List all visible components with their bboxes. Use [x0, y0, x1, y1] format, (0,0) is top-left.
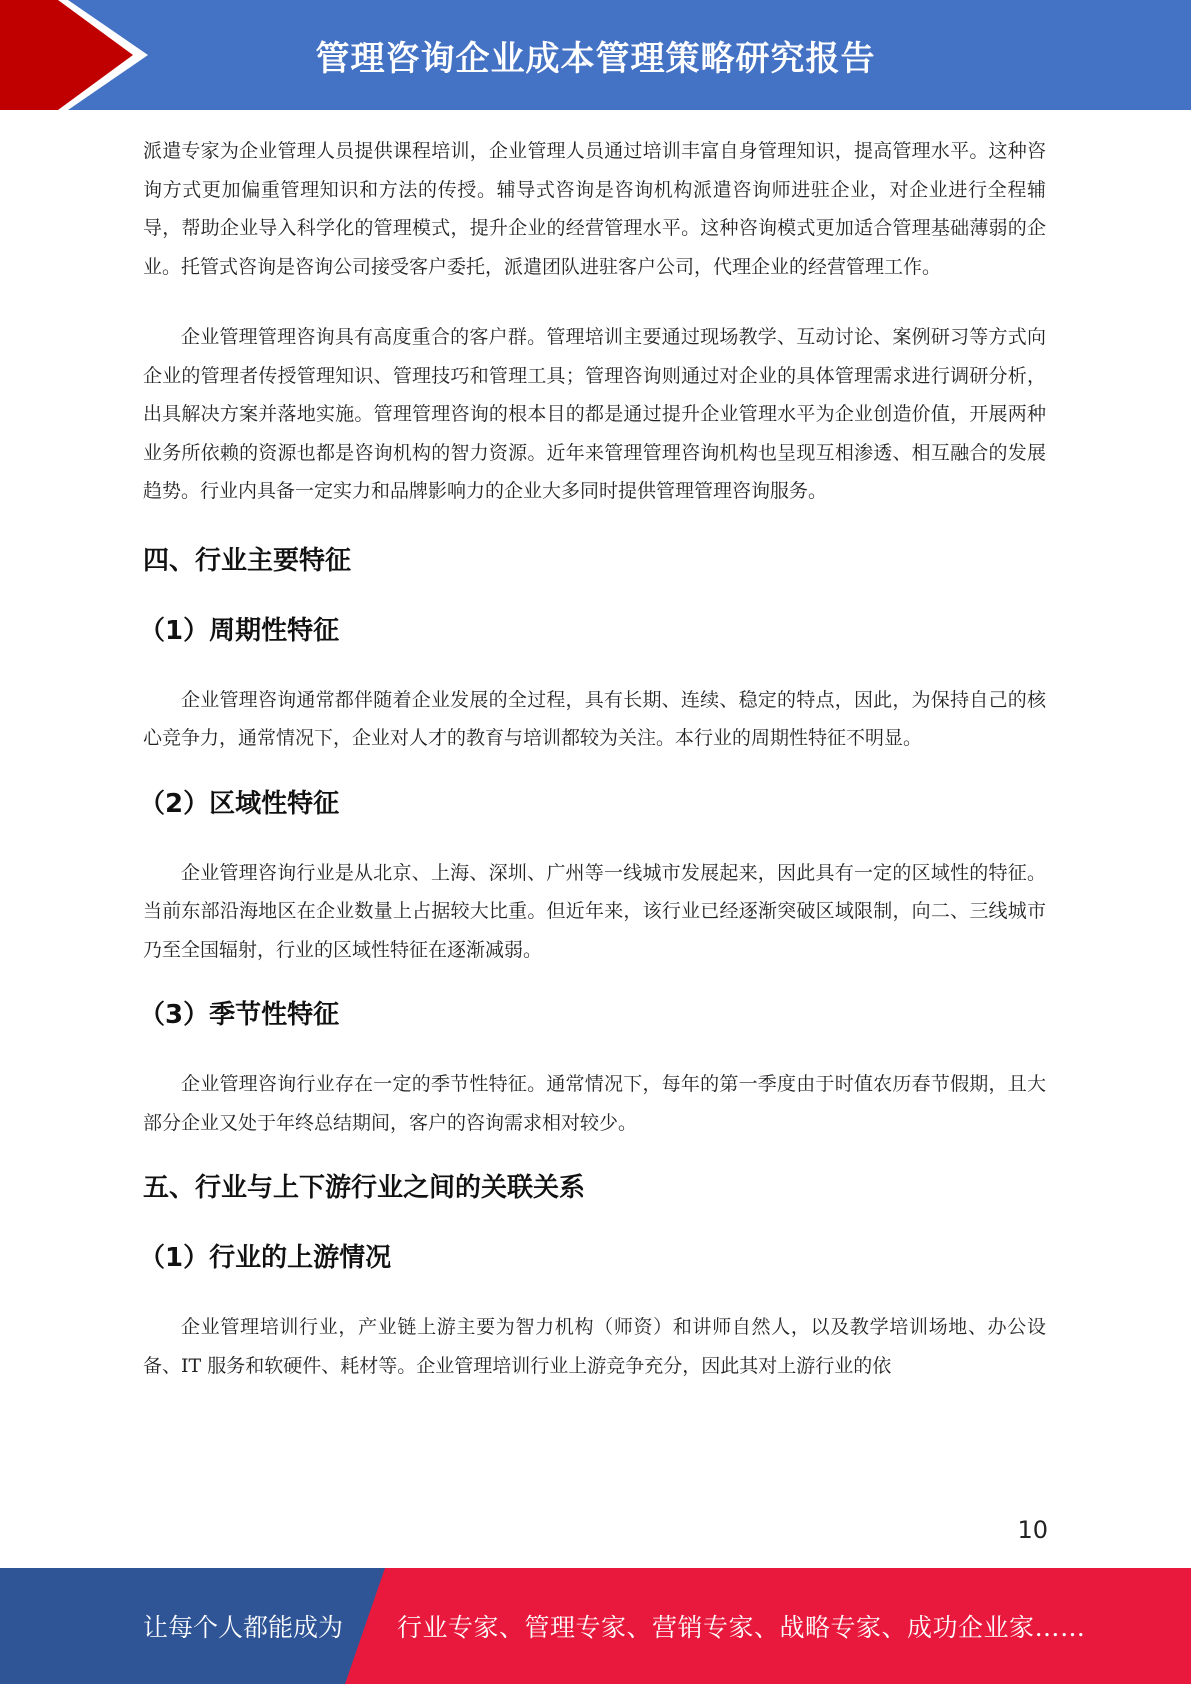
- page-header: [0, 0, 1191, 110]
- footer-slogan-right: 行业专家、管理专家、营销专家、战略专家、成功企业家……: [397, 1613, 1086, 1642]
- section-heading-4: 四、行业主要特征: [143, 545, 352, 576]
- paragraph-seasonal: 企业管理咨询行业存在一定的季节性特征。通常情况下，每年的第一季度由于时值农历春节假期，且大部分企业又处于年终总结期间，客户的咨询需求相对较少。: [143, 1073, 1046, 1134]
- footer-slogan-left: 让每个人都能成为: [143, 1613, 344, 1642]
- page-number: 10: [1017, 1516, 1048, 1544]
- paragraph-cyclical: 企业管理咨询通常都伴随着企业发展的全过程，具有长期、连续、稳定的特点，因此，为保持自己的核心竞争力，通常情况下，企业对人才的教育与培训都较为关注。本行业的周期性特征不明显。: [143, 688, 1046, 749]
- paragraph-client-overlap: 企业管理管理咨询具有高度重合的客户群。管理培训主要通过现场教学、互动讨论、案例研习等方式向企业的管理者传授管理知识、管理技巧和管理工具；管理咨询则通过对企业的具体管理需求进行调研分析，出具解决方案并落地实施。管理管理咨询的根本目的都是通过提升企业管理水平为企业创造价值，开展两种业务所依赖的资源也都是咨询机构的智力资源。近年来管理管理咨询机构也呈现互相渗透、相互融合的发展趋势。行业内具备一定实力和品牌影响力的企业大多同时提供管理管理咨询服务。: [143, 326, 1046, 502]
- subheading-upstream: （1）行业的上游情况: [139, 1243, 392, 1273]
- subheading-seasonal: （3）季节性特征: [139, 1000, 340, 1030]
- subheading-regional: （2）区域性特征: [139, 788, 340, 819]
- page-footer: [0, 1568, 1191, 1684]
- subheading-cyclical: （1）周期性特征: [139, 615, 340, 646]
- section-heading-5: 五、行业与上下游行业之间的关联关系: [143, 1173, 586, 1203]
- main-content: [139, 132, 1046, 1385]
- paragraph-consulting-types: 派遣专家为企业管理人员提供课程培训，企业管理人员通过培训丰富自身管理知识，提高管理水平。这种咨询方式更加偏重管理知识和方法的传授。辅导式咨询是咨询机构派遣咨询师进驻企业，对企业进行全程辅导，帮助企业导入科学化的管理模式，提升企业的经营管理水平。这种咨询模式更加适合管理基础薄弱的企业。托管式咨询是咨询公司接受客户委托，派遣团队进驻客户公司，代理企业的经营管理工作。: [143, 140, 1046, 278]
- report-title: 管理咨询企业成本管理策略研究报告: [315, 38, 876, 79]
- paragraph-upstream: 企业管理培训行业，产业链上游主要为智力机构（师资）和讲师自然人，以及教学培训场地、办公设备、IT 服务和软硬件、耗材等。企业管理培训行业上游竞争充分，因此其对上游行业的依: [143, 1316, 1046, 1377]
- chevron-arrow-icon: [0, 0, 160, 110]
- paragraph-regional: 企业管理咨询行业是从北京、上海、深圳、广州等一线城市发展起来，因此具有一定的区域性的特征。当前东部沿海地区在企业数量上占据较大比重。但近年来，该行业已经逐渐突破区域限制，向二、三线城市乃至全国辐射，行业的区域性特征在逐渐减弱。: [143, 861, 1046, 961]
